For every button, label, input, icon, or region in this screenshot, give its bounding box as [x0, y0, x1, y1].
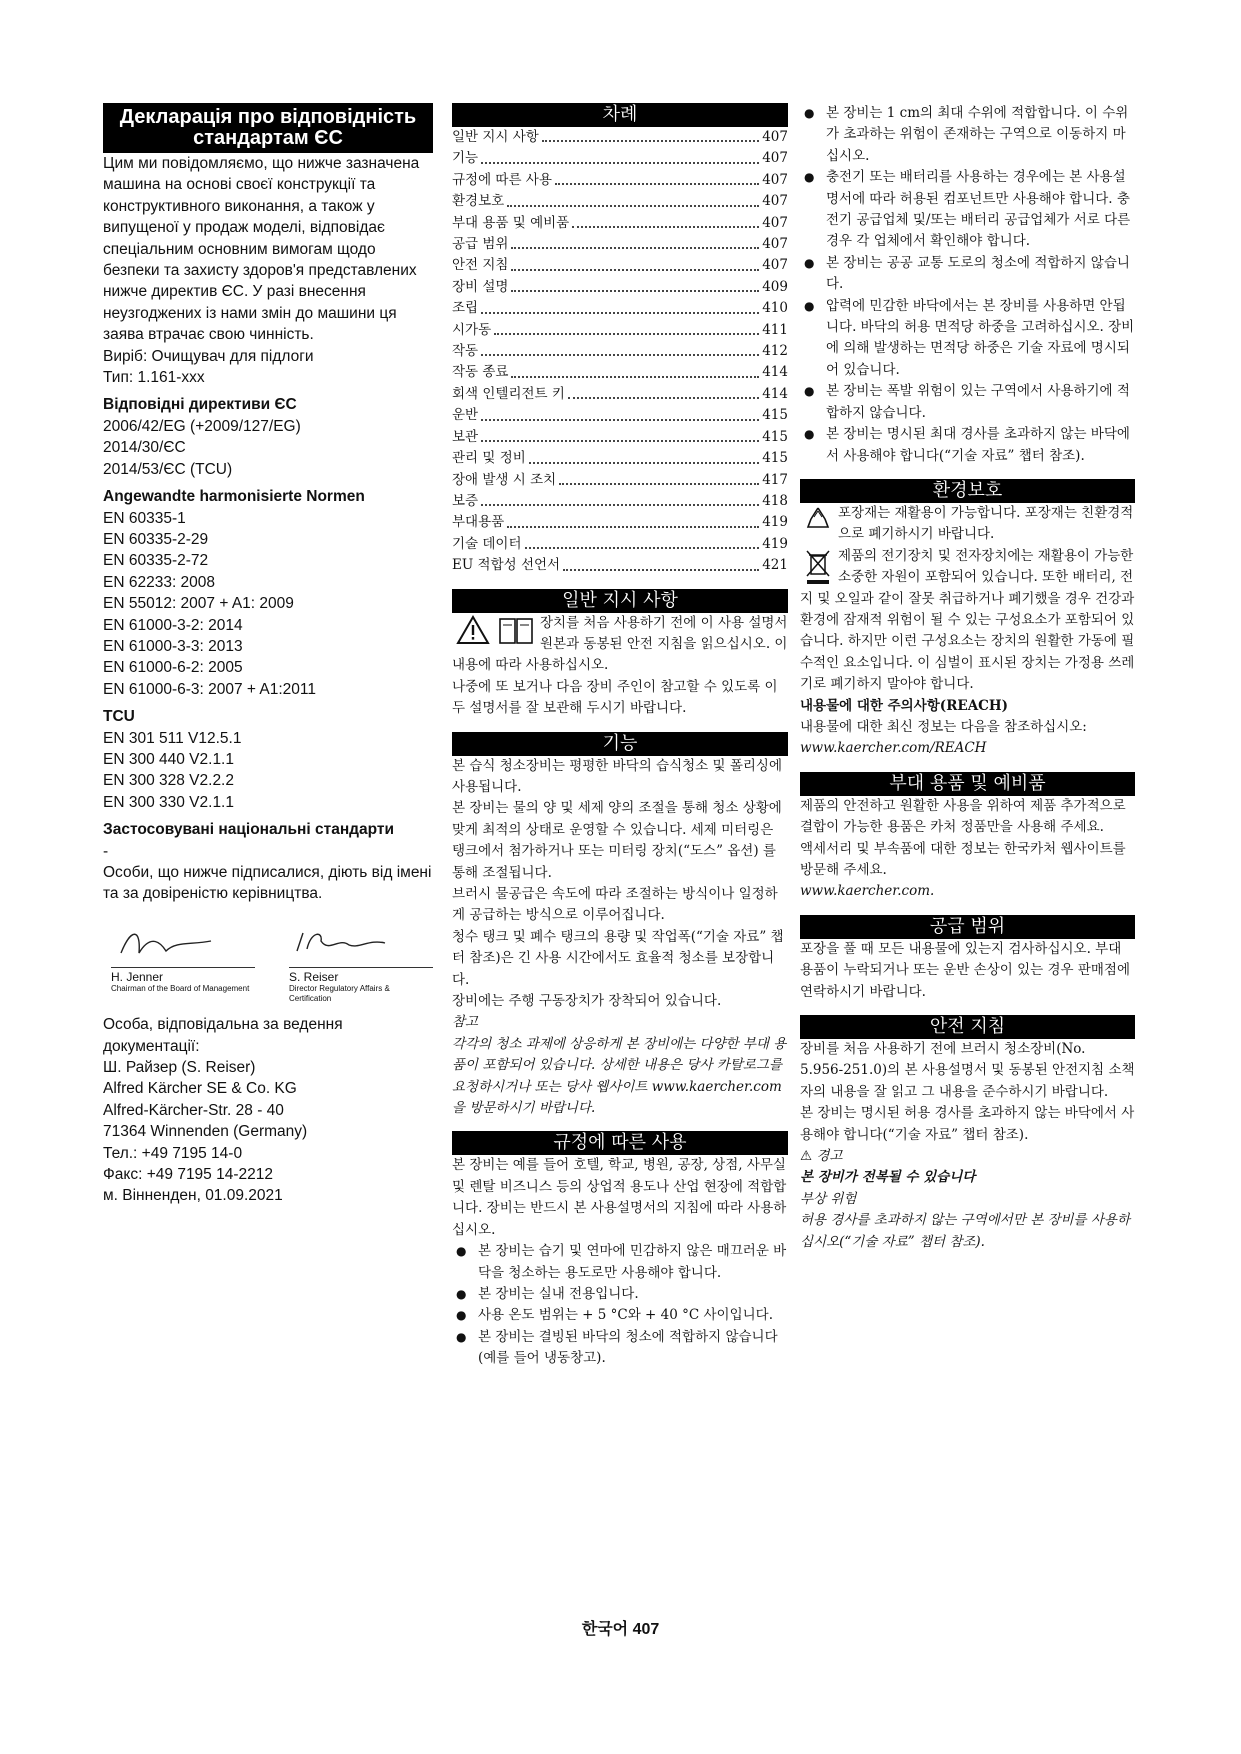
- toc-heading: 차례: [452, 103, 788, 127]
- directive-item: 2006/42/EG (+2009/127/EG): [103, 417, 301, 435]
- environment-p2: 제품의 전기장치 및 전자장치에는 재활용이 가능한 소중한 자원이 포함되어 있습니다. 또한 배터리, 전지 및 오일과 같이 잘못 취급하거나 폐기했을 경우 건강과 환경에 잠재적 위험이 될 수 있는 구성요소가 포함되어 있습니다. 하지만 이런 구성요소는 장치의 원활한 가동에 필수적인 요소입니다. 이 심벌이 표시된 장치는 가정용 쓰레기로 폐기하지 말아야 합니다.: [800, 547, 1135, 693]
- tcu-item: EN 300 328 V2.2.2: [103, 772, 234, 790]
- toc-item[interactable]: 작동 412: [452, 343, 788, 360]
- handwritten-signature-icon: [289, 923, 399, 961]
- signature-block: [111, 923, 433, 1004]
- scope-heading: 공급 범위: [800, 915, 1135, 939]
- toc-item[interactable]: 보증 418: [452, 492, 788, 509]
- toc-item[interactable]: 보관 415: [452, 428, 788, 445]
- contact-line: Тел.: +49 7195 14-0: [103, 1144, 243, 1162]
- korean-column-2: [452, 103, 788, 1370]
- directives-heading: Відповідні директиви ЄС: [103, 396, 297, 414]
- list-item: ● 본 장비는 공공 교통 도로의 청소에 적합하지 않습니다.: [800, 253, 1135, 296]
- intended-use-heading: 규정에 따른 사용: [452, 1131, 788, 1155]
- accessories-heading: 부대 용품 및 예비품: [800, 772, 1135, 796]
- contact-line: 71364 Winnenden (Germany): [103, 1123, 308, 1141]
- intended-use-p1: 본 장비는 예를 들어 호텔, 학교, 병원, 공장, 상점, 사무실 및 렌탈 비즈니스 등의 상업적 용도나 산업 현장에 적합합니다. 장비는 반드시 본 사용설명서의 지침에 따라 사용하십시오.: [452, 1157, 787, 1238]
- toc-item[interactable]: 장비 설명 409: [452, 278, 788, 295]
- warning-risk: 부상 위험: [800, 1190, 857, 1207]
- environment-p1: 포장재는 재활용이 가능합니다. 포장재는 친환경적으로 폐기하시기 바랍니다.: [800, 503, 1135, 546]
- note-text: 각각의 청소 과제에 상응하게 본 장비에는 다양한 부대 용품이 포함되어 있습니다. 상세한 내용은 당사 카탈로그를 요청하시거나 또는 당사 웹사이트 www.kaercher.com을 방문하시기 바랍니다.: [452, 1035, 787, 1117]
- declaration-column: [103, 103, 433, 1207]
- toc-item[interactable]: 회색 인텔리전트 키 414: [452, 385, 788, 402]
- function-p4: 청수 탱크 및 폐수 탱크의 용량 및 작업폭(“기술 자료” 챕터 참조)은 긴 사용 시간에서도 효율적 청소를 보장합니다.: [452, 928, 784, 988]
- toc-item[interactable]: 일반 지시 사항 407: [452, 129, 788, 145]
- signer-name: S. Reiser: [289, 967, 433, 984]
- function-heading: 기능: [452, 732, 788, 756]
- tcu-item: EN 300 440 V2.1.1: [103, 750, 234, 768]
- toc-item[interactable]: 안전 지침 407: [452, 257, 788, 274]
- type-line: Тип: 1.161-xxx: [103, 369, 205, 387]
- toc-item[interactable]: 환경보호 407: [452, 193, 788, 210]
- warning-book-icons: [456, 615, 534, 645]
- list-item: ● 본 장비는 1 cm의 최대 수위에 적합합니다. 이 수위가 초과하는 위험이 존재하는 구역으로 이동하지 마십시오.: [800, 103, 1135, 167]
- product-line: Виріб: Очищувач для підлоги: [103, 347, 314, 365]
- national-standards-heading: Застосовувані національні стандарти: [103, 821, 395, 839]
- contact-line: Alfred-Kärcher-Str. 28 - 40: [103, 1101, 284, 1119]
- tcu-heading: TCU: [103, 708, 135, 726]
- norm-item: EN 55012: 2007 + A1: 2009: [103, 595, 294, 613]
- warning-text: 허용 경사를 초과하지 않는 구역에서만 본 장비를 사용하십시오(“기술 자료” 챕터 참조).: [800, 1212, 1130, 1250]
- doc-responsible: Особа, відповідальна за ведення документації:: [103, 1016, 343, 1055]
- toc-item[interactable]: 관리 및 정비 415: [452, 450, 788, 467]
- function-p2: 본 장비는 물의 양 및 세제 양의 조절을 통해 청소 상황에 맞게 최적의 상태로 운영할 수 있습니다. 세제 미터링은 탱크에서 첨가하거나 또는 미터링 장치(“도스” 옵션) 를 통해 조절됩니다.: [452, 800, 782, 881]
- scope-p1: 포장을 풀 때 모든 내용물에 있는지 검사하십시오. 부대 용품이 누락되거나 또는 운반 손상이 있는 경우 판매점에 연락하시기 바랍니다.: [800, 940, 1130, 1000]
- toc-item[interactable]: 규정에 따른 사용 407: [452, 171, 788, 188]
- safety-p2: 본 장비는 명시된 허용 경사를 초과하지 않는 바닥에서 사용해야 합니다(“기술 자료” 챕터 참조).: [800, 1105, 1135, 1143]
- norm-item: EN 62233: 2008: [103, 573, 216, 591]
- korean-column-3: [800, 103, 1135, 1253]
- warning-title: 본 장비가 전복될 수 있습니다: [800, 1169, 976, 1186]
- declaration-title: Декларація про відповідність стандартам ЄС: [103, 103, 433, 153]
- list-item: ● 본 장비는 실내 전용입니다.: [452, 1284, 788, 1305]
- signature-reiser: [289, 923, 433, 1004]
- signer-title: Director Regulatory Affairs & Certification: [289, 984, 390, 1004]
- reach-text: 내용물에 대한 최신 정보는 다음을 참조하십시오: www.kaercher.com/REACH: [800, 718, 1087, 757]
- reach-heading: 내용물에 대한 주의사항(REACH): [800, 697, 1009, 714]
- reach-link[interactable]: www.kaercher.com/REACH: [800, 740, 987, 757]
- toc-item[interactable]: 장애 발생 시 조치 417: [452, 471, 788, 488]
- footer-language: 한국어: [581, 1621, 629, 1638]
- general-heading: 일반 지시 사항: [452, 589, 788, 613]
- list-item: ● 본 장비는 명시된 최대 경사를 초과하지 않는 바닥에서 사용해야 합니다(“기술 자료” 챕터 참조).: [800, 424, 1135, 467]
- directive-item: 2014/53/ЄС (TCU): [103, 460, 233, 478]
- signature-jenner: [111, 923, 255, 1004]
- toc-item[interactable]: 운반 415: [452, 407, 788, 424]
- page-footer: [0, 1616, 1241, 1639]
- toc-item[interactable]: 시가동 411: [452, 321, 788, 338]
- national-standards-value: -: [103, 842, 109, 860]
- page-number: 407: [632, 1621, 660, 1638]
- norm-item: EN 61000-6-2: 2005: [103, 659, 243, 677]
- table-of-contents: [452, 127, 788, 577]
- kaercher-link[interactable]: www.kaercher.com.: [800, 883, 935, 900]
- accessories-p2: 액세서리 및 부속품에 대한 정보는 한국카처 웹사이트를 방문해 주세요.: [800, 840, 1126, 878]
- tcu-item: EN 301 511 V12.5.1: [103, 729, 242, 747]
- general-p2: 나중에 또 보거나 다음 장비 주인이 참고할 수 있도록 이 두 설명서를 잘 보관해 두시기 바랍니다.: [452, 678, 778, 717]
- warning-label: ⚠ 경고: [800, 1148, 843, 1165]
- norms-heading: Angewandte harmonisierte Normen: [103, 488, 365, 506]
- recycling-icon: [804, 505, 832, 533]
- function-p5: 장비에는 주행 구동장치가 장착되어 있습니다.: [452, 993, 722, 1010]
- norm-item: EN 60335-2-29: [103, 530, 209, 548]
- list-item: ● 본 장비는 습기 및 연마에 민감하지 않은 매끄러운 바닥을 청소하는 용도로만 사용해야 합니다.: [452, 1241, 788, 1284]
- signers-text: Особи, що нижче підписалися, діють від імені та за довіреністю керівництва.: [103, 864, 432, 903]
- declaration-intro: Цим ми повідомляємо, що нижче зазначена машина на основі своєї конструкції та конструктивного виконання, а також у випущеної у продаж моделі, відповідає спеціальним основним вимогам щодо безпеки та захисту здоров'я представлених нижче директив ЄС. У разі внесення неузгоджених із нами змін до машини ця заява втрачає свою чинність.: [103, 155, 420, 344]
- norm-item: EN 60335-2-72: [103, 552, 209, 570]
- general-p1: 장치를 처음 사용하기 전에 이 사용 설명서 원본과 동봉된 안전 지침을 읽으십시오. 이 내용에 따라 사용하십시오.: [452, 614, 788, 674]
- norm-item: EN 61000-3-3: 2013: [103, 637, 243, 655]
- list-item: ● 사용 온도 범위는 + 5 °C와 + 40 °C 사이입니다.: [452, 1305, 788, 1326]
- crossed-bin-icon: [804, 548, 832, 586]
- contact-line: Факс: +49 7195 14-2212: [103, 1166, 273, 1184]
- tcu-item: EN 300 330 V2.1.1: [103, 793, 234, 811]
- list-item: ● 본 장비는 결빙된 바닥의 청소에 적합하지 않습니다(예를 들어 냉동창고).: [452, 1327, 788, 1370]
- list-item: ● 본 장비는 폭발 위험이 있는 구역에서 사용하기에 적합하지 않습니다.: [800, 381, 1135, 424]
- function-p3: 브러시 물공급은 속도에 따라 조절하는 방식이나 일정하게 공급하는 방식으로 이루어집니다.: [452, 886, 778, 924]
- signer-title: Chairman of the Board of Management: [111, 984, 250, 994]
- handwritten-signature-icon: [111, 923, 221, 961]
- contact-line: м. Вінненден, 01.09.2021: [103, 1187, 283, 1205]
- function-p1: 본 습식 청소장비는 평평한 바닥의 습식청소 및 폴리싱에 사용됩니다.: [452, 757, 782, 795]
- toc-item[interactable]: EU 적합성 선언서 421: [452, 557, 788, 574]
- norm-item: EN 61000-3-2: 2014: [103, 616, 243, 634]
- toc-item[interactable]: 공급 범위 407: [452, 236, 788, 253]
- warning-triangle-icon: ⚠: [800, 1148, 813, 1165]
- list-item: ● 충전기 또는 배터리를 사용하는 경우에는 본 사용설명서에 따라 허용된 컴포넌트만 사용해야 합니다. 충전기 공급업체 및/또는 배터리 공급업체가 서로 다른 경우 각 업체에서 확인해야 합니다.: [800, 167, 1135, 253]
- toc-item[interactable]: 부대용품 419: [452, 514, 788, 531]
- safety-p1: 장비를 처음 사용하기 전에 브러시 청소장비(No. 5.956-251.0)의 본 사용설명서 및 동봉된 안전지침 소책자의 내용을 잘 읽고 그 내용을 준수하시기 바랍니다.: [800, 1041, 1135, 1100]
- intended-use-list: [452, 1241, 788, 1369]
- toc-item[interactable]: 부대 용품 및 예비품 407: [452, 214, 788, 231]
- toc-item[interactable]: 기능 407: [452, 150, 788, 167]
- contact-line: Alfred Kärcher SE & Co. KG: [103, 1080, 297, 1098]
- safety-heading: 안전 지침: [800, 1015, 1135, 1039]
- norm-item: EN 61000-6-3: 2007 + A1:2011: [103, 680, 317, 698]
- warning-triangle-icon: [456, 615, 490, 645]
- toc-item[interactable]: 기술 데이터 419: [452, 535, 788, 552]
- signer-name: H. Jenner: [111, 967, 255, 984]
- manual-book-icon: [498, 615, 534, 645]
- toc-item[interactable]: 작동 종료 414: [452, 364, 788, 381]
- directive-item: 2014/30/ЄС: [103, 439, 186, 457]
- contact-line: Ш. Райзер (S. Reiser): [103, 1059, 256, 1077]
- norm-item: EN 60335-1: [103, 509, 186, 527]
- list-item: ● 압력에 민감한 바닥에서는 본 장비를 사용하면 안됩니다. 바닥의 허용 면적당 하중을 고려하십시오. 장비에 의해 발생하는 면적당 하중은 기술 자료에 명시되어 있습니다.: [800, 296, 1135, 382]
- accessories-p1: 제품의 안전하고 원활한 사용을 위하여 제품 추가적으로 결합이 가능한 용품은 카처 정품만을 사용해 주세요.: [800, 797, 1126, 836]
- intended-use-list-continued: [800, 103, 1135, 467]
- toc-item[interactable]: 조립 410: [452, 300, 788, 317]
- environment-heading: 환경보호: [800, 479, 1135, 503]
- note-label: 참고: [452, 1014, 479, 1031]
